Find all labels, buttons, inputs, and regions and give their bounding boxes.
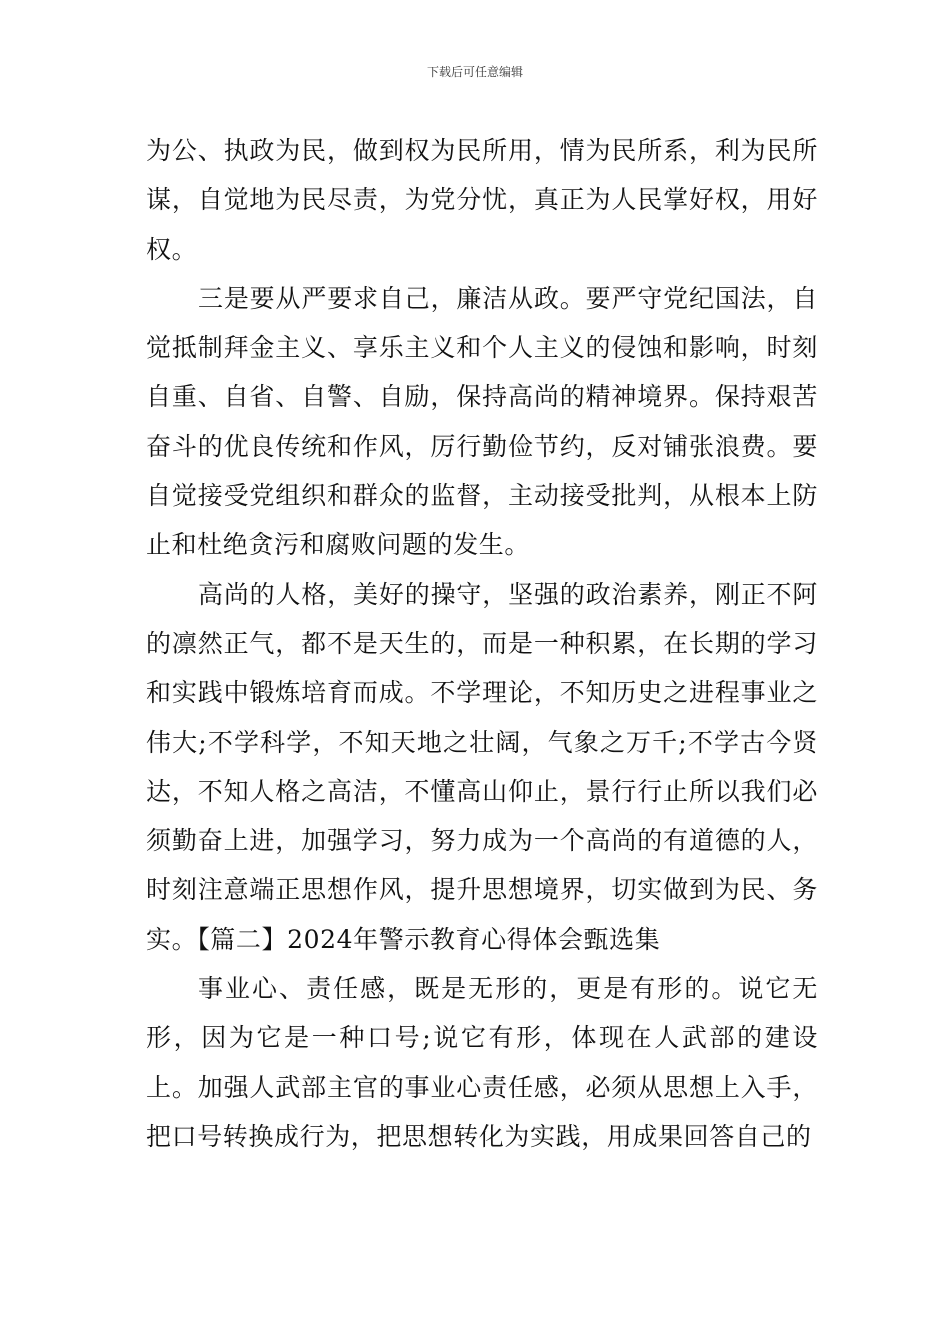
document-body [146, 126, 818, 1161]
paragraph-noble-character: 高尚的人格，美好的操守，坚强的政治素养，刚正不阿的凛然正气，都不是天生的，而是一种积累，在长期的学习和实践中锻炼培育而成。不学理论，不知历史之进程事业之伟大;不学科学，不知天地之壮阔，气象之万千;不学古今贤达，不知人格之高洁，不懂高山仰止，景行行止所以我们必须勤奋上进，加强学习，努力成为一个高尚的有道德的人，时刻注意端正思想作风，提升思想境界，切实做到为民、务实。【篇二】2024年警示教育心得体会甄选集 [146, 579, 818, 954]
paragraph-responsibility: 事业心、责任感，既是无形的，更是有形的。说它无形，因为它是一种口号;说它有形，体现在人武部的建设上。加强人武部主官的事业心责任感，必须从思想上入手，把口号转换成行为，把思想转化为实践，用成果回答自己的 [146, 974, 818, 1151]
paragraph-continuation: 为公、执政为民，做到权为民所用，情为民所系，利为民所谋，自觉地为民尽责，为党分忧，真正为人民掌好权，用好权。 [146, 136, 818, 264]
paragraph-self-discipline: 三是要从严要求自己，廉洁从政。要严守党纪国法，自觉抵制拜金主义、享乐主义和个人主义的侵蚀和影响，时刻自重、自省、自警、自励，保持高尚的精神境界。保持艰苦奋斗的优良传统和作风，厉行勤俭节约，反对铺张浪费。要自觉接受党组织和群众的监督，主动接受批判，从根本上防止和杜绝贪污和腐败问题的发生。 [146, 283, 818, 560]
page-header-note: 下载后可任意编辑 [426, 65, 523, 79]
